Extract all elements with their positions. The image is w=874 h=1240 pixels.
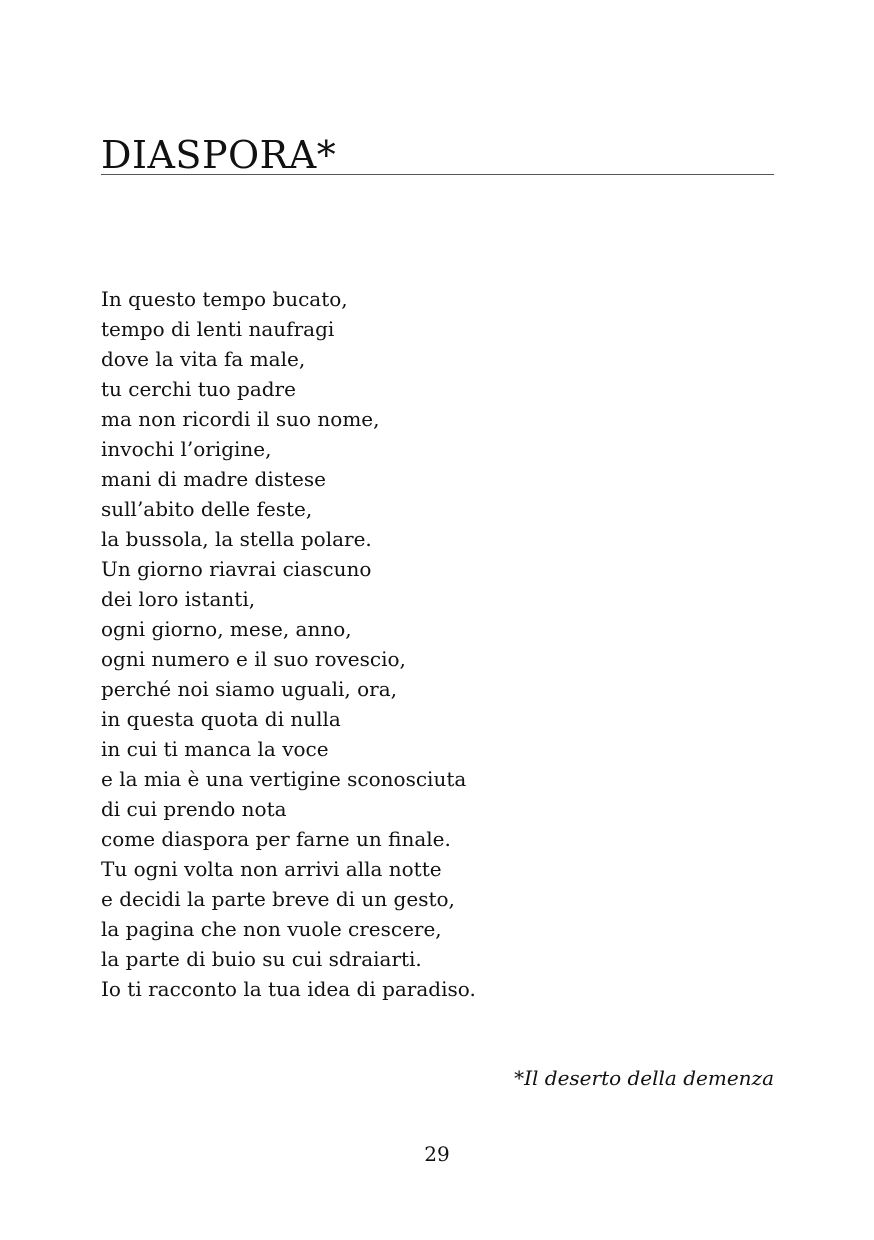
poem-line: la bussola, la stella polare. bbox=[101, 527, 372, 551]
poem-line: In questo tempo bucato, bbox=[101, 287, 348, 311]
poem-line: e la mia è una vertigine sconosciuta bbox=[101, 767, 467, 791]
poem-line: sull’abito delle feste, bbox=[101, 497, 313, 521]
poem-line: come diaspora per farne un finale. bbox=[101, 827, 451, 851]
poem-line: ma non ricordi il suo nome, bbox=[101, 407, 380, 431]
poem-footnote: *Il deserto della demenza bbox=[514, 1066, 774, 1090]
poem-title: DIASPORA* bbox=[101, 133, 337, 177]
poem-line: invochi l’origine, bbox=[101, 437, 272, 461]
poem-line: Tu ogni volta non arrivi alla notte bbox=[101, 857, 442, 881]
poem-line: dei loro istanti, bbox=[101, 587, 256, 611]
poem-line: ogni giorno, mese, anno, bbox=[101, 617, 352, 641]
poem-line: e decidi la parte breve di un gesto, bbox=[101, 887, 455, 911]
poem-line: la parte di buio su cui sdraiarti. bbox=[101, 947, 422, 971]
poem-line: Un giorno riavrai ciascuno bbox=[101, 557, 372, 581]
poem-line: Io ti racconto la tua idea di paradiso. bbox=[101, 977, 476, 1001]
poem-body bbox=[101, 284, 476, 1004]
poem-line: la pagina che non vuole crescere, bbox=[101, 917, 442, 941]
poem-line: di cui prendo nota bbox=[101, 797, 287, 821]
poem-line: tempo di lenti naufragi bbox=[101, 317, 335, 341]
poem-line: in cui ti manca la voce bbox=[101, 737, 329, 761]
poem-line: tu cerchi tuo padre bbox=[101, 377, 296, 401]
poem-line: in questa quota di nulla bbox=[101, 707, 341, 731]
poem-line: perché noi siamo uguali, ora, bbox=[101, 677, 397, 701]
title-underline bbox=[101, 174, 774, 175]
poem-line: dove la vita fa male, bbox=[101, 347, 306, 371]
poem-line: mani di madre distese bbox=[101, 467, 326, 491]
page-number: 29 bbox=[424, 1142, 450, 1166]
poem-line: ogni numero e il suo rovescio, bbox=[101, 647, 406, 671]
